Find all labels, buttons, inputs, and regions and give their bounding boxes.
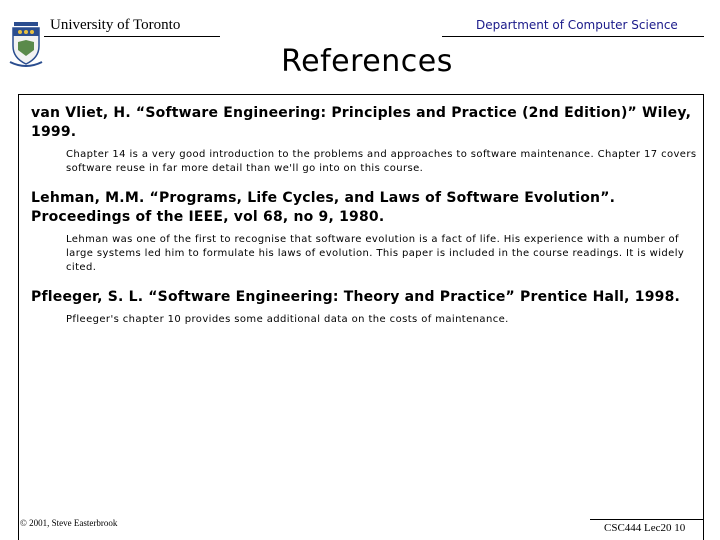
slide-number: CSC444 Lec20 10 [604, 522, 686, 534]
reference-citation: Lehman, M.M. “Programs, Life Cycles, and Laws of Software Evolution”. Proceedings of the IEEE, vol 68, no 9, 1980. [31, 190, 616, 225]
header-rule-right [442, 36, 704, 37]
department-name: Department of Computer Science [476, 18, 678, 32]
copyright-notice: © 2001, Steve Easterbrook [20, 518, 118, 528]
reference-citation: van Vliet, H. “Software Engineering: Principles and Practice (2nd Edition)” Wiley, 1999. [31, 105, 692, 140]
footer-rule [590, 519, 704, 520]
reference-note: Lehman was one of the first to recognise that software evolution is a fact of life. His experience with a number of large systems led him to formulate his laws of evolution. This paper is included in the course readings. It is widely cited. [66, 234, 685, 273]
slide-title: References [281, 44, 453, 79]
header-rule-left [44, 36, 220, 37]
university-name: University of Toronto [50, 17, 181, 33]
reference-note: Pfleeger's chapter 10 provides some additional data on the costs of maintenance. [66, 314, 509, 325]
reference-list [31, 104, 699, 327]
reference-note: Chapter 14 is a very good introduction to the problems and approaches to software maintenance. Chapter 17 covers software reuse in far more detail than we'll go into on this course. [66, 149, 697, 174]
reference-citation: Pfleeger, S. L. “Software Engineering: Theory and Practice” Prentice Hall, 1998. [31, 289, 681, 305]
